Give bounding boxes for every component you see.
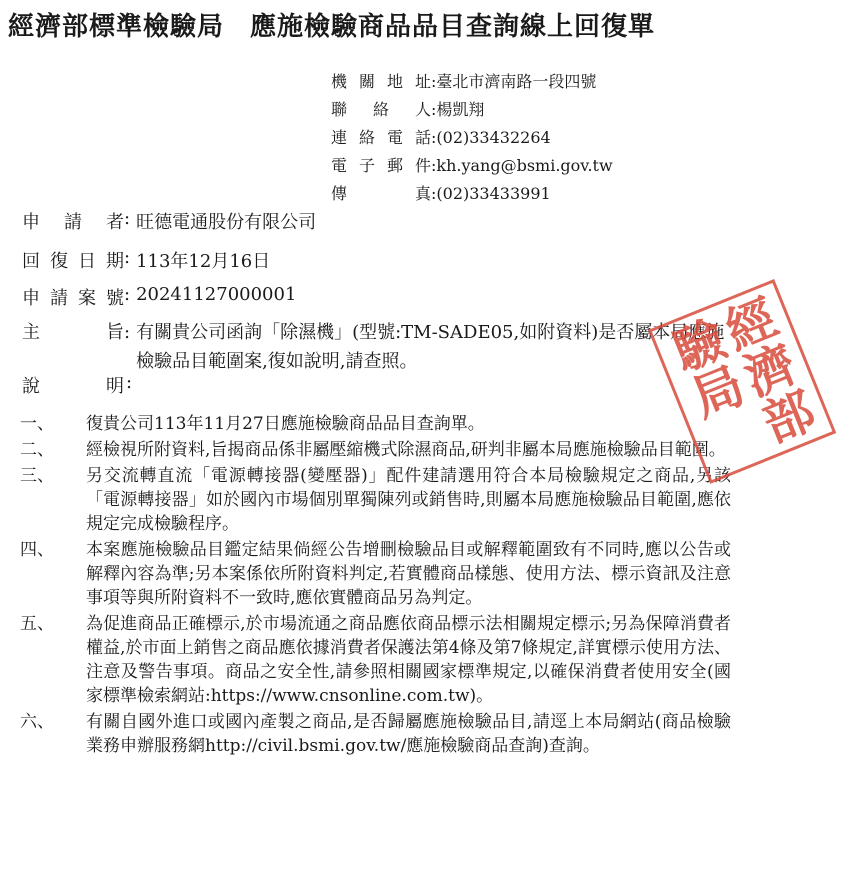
contact-person: 聯 絡 人 : 楊凱翔 bbox=[331, 96, 613, 124]
contact-value: 楊凱翔 bbox=[436, 100, 485, 119]
contact-value: (02)33433991 bbox=[436, 184, 551, 203]
item-number: 一、 bbox=[20, 414, 54, 434]
document-title bbox=[0, 6, 750, 43]
contact-label: 機 關 地 址 bbox=[331, 72, 431, 91]
list-item bbox=[20, 612, 735, 708]
contact-block bbox=[331, 68, 613, 208]
explanation-list bbox=[20, 412, 735, 760]
document-name: 應施檢驗商品品目查詢線上回復單 bbox=[250, 12, 656, 42]
contact-value: (02)33432264 bbox=[436, 128, 551, 147]
item-number: 二、 bbox=[20, 440, 54, 460]
applicant-field: 申 請 者 : 旺德電通股份有限公司 bbox=[22, 208, 317, 233]
case-number-value: 20241127000001 bbox=[136, 284, 297, 305]
list-item bbox=[20, 464, 735, 536]
list-item bbox=[20, 710, 735, 758]
explanation-label: 說 明 : bbox=[22, 372, 133, 397]
contact-label: 傳 真 bbox=[331, 184, 431, 203]
item-number: 三、 bbox=[20, 466, 54, 486]
applicant-label: 申 請 者 bbox=[22, 212, 124, 233]
contact-value: 臺北市濟南路一段四號 bbox=[436, 72, 597, 91]
reply-date-value: 113年12月16日 bbox=[136, 251, 271, 272]
subject-text: 有關貴公司函詢「除濕機」(型號:TM-SADE05,如附資料)是否屬本局應施檢驗品目範圍案,復如說明,請查照。 bbox=[136, 322, 725, 372]
list-item bbox=[20, 412, 735, 436]
contact-label: 連 絡 電 話 bbox=[331, 128, 431, 147]
item-text: 為促進商品正確標示,於市場流通之商品應依商品標示法相關規定標示;另為保障消費者權益,於市面上銷售之商品應依據消費者保護法第4條及第7條規定,詳實標示使用方法、注意及警告事項。商品之安全性,請參照相關國家標準規定,以確保消費者使用安全(國家標準檢索網站:https://www.cnsonline.com.tw)。 bbox=[86, 614, 731, 706]
item-number: 四、 bbox=[20, 540, 54, 560]
contact-value: kh.yang@bsmi.gov.tw bbox=[436, 156, 613, 175]
contact-phone: 連 絡 電 話 : (02)33432264 bbox=[331, 124, 613, 152]
subject-label: 主 旨 bbox=[22, 322, 124, 343]
item-number: 五、 bbox=[20, 614, 54, 634]
contact-address: 機 關 地 址 : 臺北市濟南路一段四號 bbox=[331, 68, 613, 96]
reply-date-field: 回 復 日 期 : 113年12月16日 bbox=[22, 247, 271, 272]
applicant-value: 旺德電通股份有限公司 bbox=[136, 212, 317, 233]
reply-date-label: 回 復 日 期 bbox=[22, 251, 124, 272]
item-text: 經檢視所附資料,旨揭商品係非屬壓縮機式除濕商品,研判非屬本局應施檢驗品目範圍。 bbox=[86, 440, 726, 460]
contact-label: 聯 絡 人 bbox=[331, 100, 431, 119]
item-number: 六、 bbox=[20, 712, 54, 732]
contact-fax: 傳 真 : (02)33433991 bbox=[331, 180, 613, 208]
contact-email: 電 子 郵 件 : kh.yang@bsmi.gov.tw bbox=[331, 152, 613, 180]
seal-border: 經 濟 部 驗 局 bbox=[648, 279, 836, 484]
subject-field: 主 旨 : 有關貴公司函詢「除濕機」(型號:TM-SADE05,如附資料)是否屬本局應施檢驗品目範圍案,復如說明,請查照。 bbox=[22, 318, 736, 376]
agency-name: 經濟部標準檢驗局 bbox=[8, 12, 225, 42]
item-text: 另交流轉直流「電源轉接器(變壓器)」配件建請選用符合本局檢驗規定之商品,另該「電源轉接器」如於國內市場個別單獨陳列或銷售時,則屬本局應施檢驗品目範圍,應依規定完成檢驗程序。 bbox=[86, 466, 731, 534]
item-text: 復貴公司113年11月27日應施檢驗商品品目查詢單。 bbox=[86, 414, 485, 434]
list-item bbox=[20, 438, 735, 462]
item-text: 有關自國外進口或國內產製之商品,是否歸屬應施檢驗品目,請逕上本局網站(商品檢驗業務申辦服務網http://civil.bsmi.gov.tw/應施檢驗商品查詢)查詢。 bbox=[86, 712, 731, 756]
case-number-field: 申 請 案 號 : 20241127000001 bbox=[22, 284, 297, 309]
case-number-label: 申 請 案 號 bbox=[22, 288, 124, 309]
item-text: 本案應施檢驗品目鑑定結果倘經公告增刪檢驗品目或解釋範圍致有不同時,應以公告或解釋內容為準;另本案係依所附資料判定,若實體商品樣態、使用方法、標示資訊及注意事項等與所附資料不一致時,應依實體商品另為判定。 bbox=[86, 540, 731, 608]
contact-label: 電 子 郵 件 bbox=[331, 156, 431, 175]
list-item bbox=[20, 538, 735, 610]
